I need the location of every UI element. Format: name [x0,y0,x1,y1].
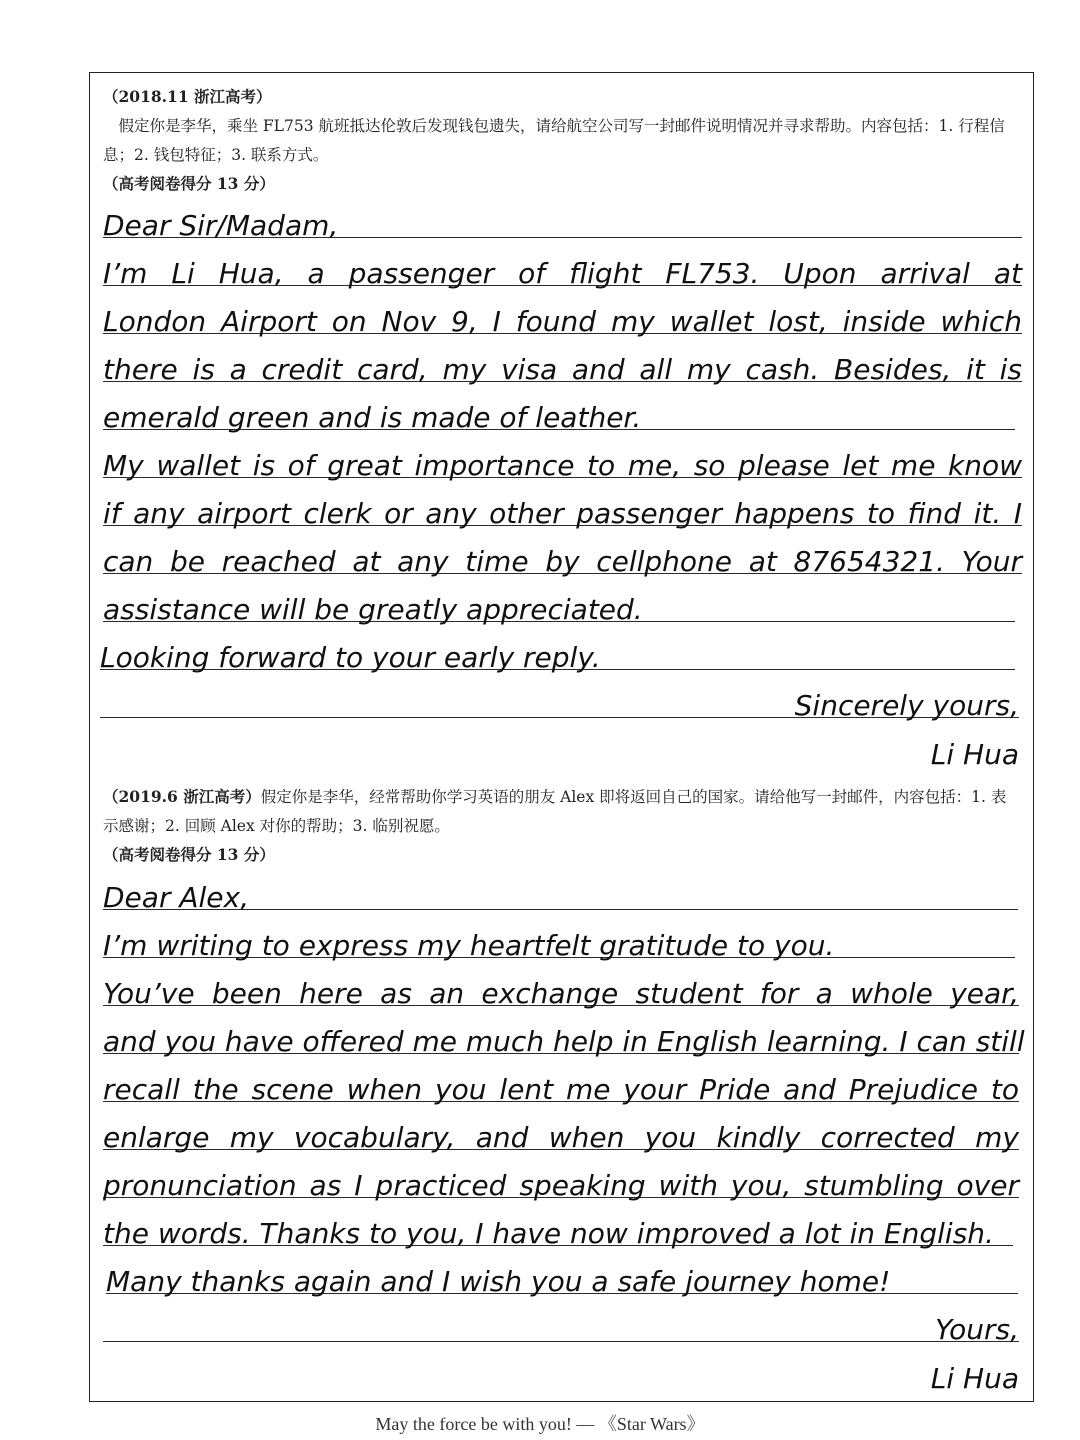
essay1-line: London Airport on Nov 9, I found my wallet lost, inside which [103,286,1022,334]
essay1-prompt-text: 假定你是李华，乘坐 FL753 航班抵达伦敦后发现钱包遗失，请给航空公司写一封邮件说明情况并寻求帮助。内容包括：1. 行程信息；2. 钱包特征；3. 联系方式。 [103,117,1005,164]
essay1-line: there is a credit card, my visa and all my cash. Besides, it is [103,334,1022,382]
essay2-line: Li Hua [930,1362,1019,1395]
essay2-line: pronunciation as I practiced speaking with you, stumbling over [103,1150,1019,1198]
essay1-line: Dear Sir/Madam, [103,190,1022,238]
essay2-line: Yours, [103,1294,1019,1342]
essay1-score: （高考阅卷得分 13 分） [103,174,275,193]
essay1-line: Sincerely yours, [100,670,1019,718]
essay1-prompt [103,82,1021,170]
essay2-line: Many thanks again and I wish you a safe journey home! [106,1246,1018,1294]
essay2-score: （高考阅卷得分 13 分） [103,845,275,864]
essay1-line: assistance will be greatly appreciated. [103,574,1015,622]
essay1-line: I’m Li Hua, a passenger of flight FL753. Upon arrival at [103,238,1022,286]
essay1-line: Looking forward to your early reply. [100,622,1015,670]
essay1-source: （2018.11 浙江高考） [103,87,272,106]
essay2-prompt-text: 假定你是李华，经常帮助你学习英语的朋友 Alex 即将返回自己的国家。请给他写一封邮件，内容包括：1. 表示感谢；2. 回顾 Alex 对你的帮助；3. 临别祝愿。 [103,788,1007,835]
essay1-line: emerald green and is made of leather. [103,382,1015,430]
essay1-line: if any airport clerk or any other passenger happens to find it. I [103,478,1022,526]
essay2-line: and you have offered me much help in English learning. I can still [103,1006,1019,1054]
essay2-line: recall the scene when you lent me your Pride and Prejudice to [103,1054,1019,1102]
essay1-line: My wallet is of great importance to me, so please let me know [103,430,1022,478]
essay2-line: the words. Thanks to you, I have now improved a lot in English. [103,1198,1013,1246]
essay1-line: Li Hua [930,738,1019,771]
essay2-line: enlarge my vocabulary, and when you kindly corrected my [103,1102,1019,1150]
essay2-line: I’m writing to express my heartfelt gratitude to you. [103,910,1015,958]
essay2-line: Dear Alex, [103,862,1018,910]
essay1-line: can be reached at any time by cellphone at 87654321. Your [103,526,1022,574]
essay2-source: （2019.6 浙江高考） [103,787,261,806]
page-footer: May the force be with you! — 《Star Wars》 [375,1414,705,1434]
essay2-prompt [103,782,1021,841]
essay2-line: You’ve been here as an exchange student for a whole year, [103,958,1019,1006]
